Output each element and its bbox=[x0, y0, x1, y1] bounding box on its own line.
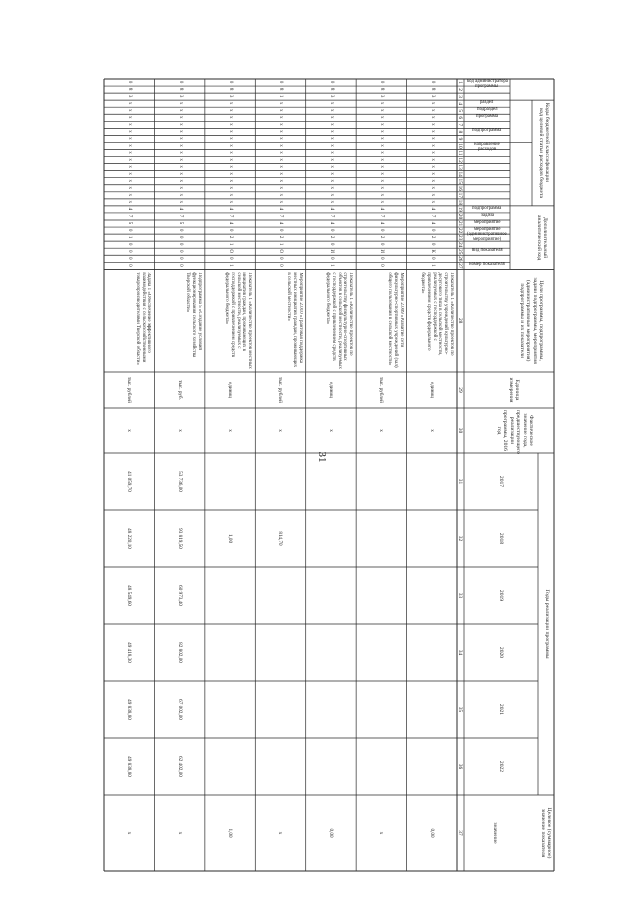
code-digit: х bbox=[429, 200, 435, 204]
row-target: 0,00 bbox=[327, 828, 334, 838]
column-number-30: 30 bbox=[457, 427, 464, 434]
code-digit: х bbox=[278, 144, 284, 147]
code-digit: 0 bbox=[177, 264, 183, 267]
header-goals: Цели программы, подпрограммы, задачи подпрограммы, мероприятия (административные мероприятия) подпрограммы и их показатели bbox=[518, 277, 544, 364]
code-digit: х bbox=[429, 179, 435, 182]
code-digit: х bbox=[177, 172, 183, 175]
row-value-2021: 49 838,80 bbox=[126, 699, 133, 720]
code-digit: 0 bbox=[429, 80, 435, 84]
column-number-36: 36 bbox=[457, 763, 464, 770]
code-digit: х bbox=[379, 193, 385, 197]
column-number-32: 32 bbox=[457, 535, 464, 542]
code-digit: х bbox=[328, 101, 334, 105]
code-digit: х bbox=[228, 186, 234, 190]
code-digit: х bbox=[127, 101, 133, 105]
column-number-6: 6 bbox=[457, 116, 464, 120]
code-digit: 8 bbox=[127, 87, 133, 91]
code-digit: х bbox=[379, 137, 385, 140]
row-unit: тыс. руб. bbox=[176, 380, 183, 400]
code-digit: х bbox=[177, 179, 183, 182]
column-number-19: 19 bbox=[457, 206, 464, 213]
code-digit: х bbox=[379, 101, 385, 105]
header-direction: направление расходов bbox=[474, 142, 500, 153]
code-digit: х bbox=[429, 137, 435, 140]
code-digit: 2 bbox=[228, 235, 234, 239]
code-digit: х bbox=[228, 123, 234, 126]
code-digit: х bbox=[127, 165, 133, 168]
code-digit: 0 bbox=[328, 228, 334, 232]
code-digit: 4 bbox=[127, 207, 133, 211]
column-number-21: 21 bbox=[457, 220, 464, 227]
code-digit: 3 bbox=[177, 94, 183, 98]
code-digit: х bbox=[177, 151, 183, 154]
year-2022: 2022 bbox=[498, 760, 504, 773]
row-unit: единиц bbox=[428, 382, 435, 398]
code-digit: 0 bbox=[278, 257, 284, 260]
code-digit: х bbox=[328, 165, 334, 168]
code-digit: И bbox=[379, 249, 385, 254]
code-digit: х bbox=[127, 186, 133, 190]
code-digit: х bbox=[429, 116, 435, 119]
code-digit: 8 bbox=[429, 87, 435, 91]
code-digit: х bbox=[228, 172, 234, 175]
code-digit: х bbox=[177, 123, 183, 126]
code-digit: х bbox=[278, 130, 284, 133]
row-fact: х bbox=[176, 429, 183, 432]
code-digit: х bbox=[429, 108, 435, 112]
code-digit: х bbox=[429, 151, 435, 154]
header-add-subprogram: подпрограмма bbox=[472, 205, 502, 211]
code-digit: 0 bbox=[177, 249, 183, 253]
header-subprogram: подпрограмма bbox=[472, 128, 502, 134]
code-digit: х bbox=[177, 101, 183, 105]
code-digit: 0 bbox=[127, 228, 133, 232]
header-fact: Фактическое значение года, предшествующего реализации программы, 2016 год bbox=[495, 410, 534, 455]
code-digit: х bbox=[379, 116, 385, 119]
column-number-31: 31 bbox=[457, 478, 464, 485]
code-digit: х bbox=[429, 172, 435, 175]
code-digit: х bbox=[177, 130, 183, 133]
row-description: Мероприятие 2.009 «Развитие сети физкультурно-спортивных учреждений (зал) общего пользования в сельской местности» bbox=[386, 272, 404, 368]
code-digit: 0 bbox=[228, 228, 234, 232]
column-number-34: 34 bbox=[457, 649, 464, 656]
header-budget-codes: Коды бюджетной классификации bbox=[544, 102, 550, 183]
code-digit: 1 bbox=[228, 264, 234, 267]
code-digit: 8 bbox=[228, 87, 234, 91]
code-digit: х bbox=[278, 137, 284, 140]
code-digit: х bbox=[328, 116, 334, 119]
code-digit: х bbox=[127, 116, 133, 119]
row-description: Задача 1 «Обеспечение эффективного взаимодействия с сельскохозяйственными товаропроизводителями Тверской области» bbox=[134, 272, 152, 365]
code-digit: 0 bbox=[328, 80, 334, 84]
year-2021: 2021 bbox=[498, 703, 504, 716]
code-digit: 0 bbox=[379, 264, 385, 267]
code-digit: 2 bbox=[379, 235, 385, 239]
code-digit: 0 bbox=[328, 257, 334, 260]
row-fact: х bbox=[277, 429, 284, 432]
row-description: Показатель 1 «Количество проектов по строительству учреждений культурно-досугового типа в сельской местности, реализуемых с господдержкой с привлечением средств федерального бюджета» bbox=[420, 272, 454, 356]
column-number-12: 12 bbox=[457, 157, 464, 163]
code-digit: 3 bbox=[127, 94, 133, 98]
column-number-37: 37 bbox=[457, 830, 464, 836]
code-digit: 7 bbox=[228, 214, 234, 218]
code-digit: О bbox=[278, 249, 284, 254]
code-digit: х bbox=[328, 144, 334, 147]
row-description: Показатель 1 «Количество проектов по строительству физкультурно-спортивных объектов в сельской местности, реализуемых с господдержкой с привлечением средств федерального бюджета» bbox=[324, 272, 354, 369]
code-digit: х bbox=[328, 172, 334, 175]
code-digit: х bbox=[127, 193, 133, 197]
header-target-title: Целевое (суммарное) значение показателя bbox=[539, 807, 552, 859]
code-digit: 0 bbox=[177, 235, 183, 239]
header-unit: Единица измерения bbox=[507, 377, 520, 403]
code-digit: х bbox=[278, 151, 284, 154]
code-digit: 7 bbox=[278, 214, 284, 218]
code-digit: х bbox=[228, 151, 234, 154]
code-digit: К bbox=[429, 249, 435, 253]
code-digit: х bbox=[228, 108, 234, 112]
code-digit: х bbox=[379, 200, 385, 204]
code-digit: х bbox=[127, 151, 133, 154]
row-value-2020: 49 418,30 bbox=[126, 642, 133, 663]
code-digit: 0 bbox=[177, 80, 183, 84]
code-digit: О bbox=[228, 249, 234, 254]
column-number-18: 18 bbox=[457, 199, 464, 206]
row-target: 1,00 bbox=[227, 828, 234, 838]
code-digit: х bbox=[228, 144, 234, 147]
code-digit: х bbox=[429, 186, 435, 190]
code-digit: 4 bbox=[379, 207, 385, 211]
code-digit: х bbox=[177, 108, 183, 112]
column-number-2: 2 bbox=[457, 88, 464, 91]
header-indicator-type: вид показателя bbox=[471, 248, 503, 254]
code-digit: 0 bbox=[379, 228, 385, 232]
code-digit: х bbox=[379, 186, 385, 190]
code-digit: 7 bbox=[127, 214, 133, 218]
column-number-20: 20 bbox=[457, 213, 464, 220]
code-digit: 2 bbox=[429, 235, 435, 239]
row-value-2022: 49 838,80 bbox=[126, 756, 133, 777]
code-digit: 0 bbox=[429, 242, 435, 246]
code-digit: 7 bbox=[177, 214, 183, 218]
row-fact: х bbox=[428, 429, 435, 432]
code-digit: х bbox=[429, 101, 435, 105]
row-value-2021: 67 002,00 bbox=[176, 699, 183, 720]
code-digit: х bbox=[278, 172, 284, 175]
year-2017: 2017 bbox=[498, 475, 504, 488]
code-digit: х bbox=[429, 158, 435, 161]
header-indicator-num: номер показателя bbox=[469, 262, 505, 268]
code-digit: х bbox=[278, 200, 284, 204]
code-digit: 4 bbox=[429, 207, 435, 211]
code-digit: 8 bbox=[177, 87, 183, 91]
header-admin-code: код администратора программы bbox=[466, 79, 508, 89]
code-digit: 0 bbox=[228, 80, 234, 84]
code-digit: 0 bbox=[379, 80, 385, 84]
code-digit: х bbox=[228, 158, 234, 161]
row-value-2018: 814,70 bbox=[277, 531, 284, 546]
code-digit: х bbox=[127, 108, 133, 112]
code-digit: х bbox=[429, 193, 435, 197]
column-number-8: 8 bbox=[457, 130, 464, 134]
code-digit: 1 bbox=[429, 264, 435, 267]
code-digit: х bbox=[379, 179, 385, 182]
row-fact: х bbox=[227, 429, 234, 432]
row-value-2018: 48 220,10 bbox=[126, 528, 133, 549]
header-task: задача bbox=[480, 212, 494, 218]
code-digit: 3 bbox=[328, 94, 334, 98]
code-digit: 5 bbox=[177, 221, 183, 225]
code-digit: х bbox=[278, 116, 284, 119]
code-digit: 1 bbox=[127, 235, 133, 239]
column-number-13: 13 bbox=[457, 164, 464, 170]
code-digit: х bbox=[127, 172, 133, 175]
column-number-24: 24 bbox=[457, 241, 464, 248]
code-digit: х bbox=[177, 193, 183, 197]
code-digit: 1 bbox=[328, 264, 334, 267]
code-digit: х bbox=[177, 144, 183, 147]
row-fact: х bbox=[126, 429, 133, 432]
header-event: мероприятие bbox=[473, 220, 501, 225]
code-digit: 1 bbox=[228, 242, 234, 246]
column-number-5: 5 bbox=[457, 109, 464, 113]
code-digit: х bbox=[328, 186, 334, 190]
code-digit: 4 bbox=[328, 221, 334, 225]
code-digit: 0 bbox=[278, 228, 284, 232]
budget-table bbox=[100, 75, 560, 875]
code-digit: х bbox=[177, 186, 183, 190]
code-digit: х bbox=[278, 101, 284, 105]
code-digit: х bbox=[177, 137, 183, 140]
code-digit: х bbox=[127, 158, 133, 161]
code-digit: 2 bbox=[328, 235, 334, 239]
code-digit: 0 bbox=[278, 80, 284, 84]
code-digit: 0 bbox=[228, 257, 234, 260]
row-value-2020: 82 802,00 bbox=[176, 642, 183, 663]
code-digit: 4 bbox=[278, 207, 284, 211]
code-digit: 0 bbox=[177, 228, 183, 232]
code-digit: х bbox=[328, 151, 334, 154]
code-digit: 0 bbox=[278, 264, 284, 267]
row-target: х bbox=[176, 831, 183, 835]
header-target-value: значение bbox=[492, 822, 498, 844]
column-number-16: 16 bbox=[457, 185, 464, 191]
column-number-25: 25 bbox=[457, 249, 464, 255]
year-2019: 2019 bbox=[498, 589, 504, 602]
code-digit: х bbox=[228, 101, 234, 105]
code-digit: х bbox=[228, 130, 234, 133]
code-digit: 0 bbox=[127, 257, 133, 260]
row-value-2019: 60 973,40 bbox=[176, 585, 183, 606]
code-digit: 4 bbox=[228, 207, 234, 211]
row-unit: тыс. рублей bbox=[378, 377, 385, 403]
column-number-4: 4 bbox=[457, 102, 464, 106]
row-target: х bbox=[378, 831, 385, 835]
code-digit: х bbox=[278, 165, 284, 168]
code-digit: 8 bbox=[328, 87, 334, 91]
row-target: х bbox=[277, 831, 284, 835]
row-fact: х bbox=[327, 429, 334, 432]
column-number-17: 17 bbox=[457, 192, 464, 199]
code-digit: х bbox=[429, 144, 435, 147]
code-digit: х bbox=[379, 130, 385, 133]
code-digit: 0 bbox=[328, 242, 334, 246]
column-number-23: 23 bbox=[457, 234, 464, 241]
row-target: х bbox=[126, 831, 133, 835]
header-section: раздел bbox=[480, 100, 494, 106]
code-digit: 3 bbox=[429, 94, 435, 98]
code-digit: 7 bbox=[379, 214, 385, 218]
code-digit: 3 bbox=[379, 94, 385, 98]
code-digit: И bbox=[328, 249, 334, 254]
code-digit: х bbox=[127, 130, 133, 133]
column-number-33: 33 bbox=[457, 592, 464, 599]
code-digit: х bbox=[379, 123, 385, 126]
code-digit: 4 bbox=[228, 221, 234, 225]
column-number-28: 28 bbox=[457, 317, 464, 324]
code-digit: х bbox=[379, 172, 385, 175]
code-digit: 4 bbox=[328, 207, 334, 211]
code-digit: х bbox=[379, 158, 385, 161]
code-digit: х bbox=[228, 165, 234, 168]
column-number-22: 22 bbox=[457, 227, 464, 234]
code-digit: х bbox=[228, 137, 234, 140]
code-digit: х bbox=[127, 144, 133, 147]
year-2020: 2020 bbox=[498, 646, 504, 659]
column-number-10: 10 bbox=[457, 143, 464, 149]
column-number-14: 14 bbox=[457, 171, 464, 177]
column-number-11: 11 bbox=[457, 150, 464, 156]
code-digit: 7 bbox=[429, 214, 435, 218]
code-digit: х bbox=[177, 200, 183, 204]
code-digit: х bbox=[379, 108, 385, 112]
code-digit: 0 bbox=[127, 80, 133, 84]
code-digit: х bbox=[127, 179, 133, 182]
code-digit: 5 bbox=[127, 221, 133, 225]
code-digit: х bbox=[278, 108, 284, 112]
year-2018: 2018 bbox=[498, 532, 504, 545]
code-digit: х bbox=[127, 123, 133, 126]
code-digit: х bbox=[429, 165, 435, 168]
column-number-26: 26 bbox=[457, 256, 464, 262]
code-digit: х bbox=[328, 123, 334, 126]
code-digit: х bbox=[127, 200, 133, 204]
row-description: Подпрограмма 5 «Создание условий функционирования сельского хозяйства Тверской области» bbox=[185, 272, 202, 358]
header-program: программа bbox=[475, 114, 499, 120]
row-value-2018: 93 819,50 bbox=[176, 528, 183, 549]
code-digit: х bbox=[429, 130, 435, 133]
row-fact: х bbox=[378, 429, 385, 432]
code-digit: х bbox=[228, 200, 234, 204]
row-value-2018: 1,00 bbox=[227, 533, 234, 544]
code-digit: 0 bbox=[127, 242, 133, 246]
row-value-2017: 53 736,00 bbox=[176, 471, 183, 492]
code-digit: х bbox=[379, 151, 385, 154]
code-digit: 1 bbox=[278, 94, 284, 98]
code-digit: х bbox=[328, 130, 334, 133]
row-description: Показатель 1 «Количество проектов местных инициатив граждан, проживающих в сельской местности, реализуемых с господдержкой с привлечением средств федерального бюджета» bbox=[224, 272, 253, 369]
column-number-27: 27 bbox=[457, 263, 464, 269]
row-value-2022: 62 402,00 bbox=[176, 756, 183, 777]
code-digit: 4 bbox=[379, 221, 385, 225]
column-number-3: 3 bbox=[457, 95, 464, 98]
header-expense-code: код целевой статьи расходов бюджета bbox=[538, 108, 544, 199]
header-subsection: подраздел bbox=[476, 107, 498, 113]
row-description: Мероприятие 2.010 «Грантовая поддержка местных инициатив граждан, проживающих в сельской местности» bbox=[286, 272, 303, 368]
code-digit: 1 bbox=[278, 242, 284, 246]
code-digit: х bbox=[228, 193, 234, 197]
code-digit: х bbox=[328, 200, 334, 204]
column-number-7: 7 bbox=[457, 123, 464, 127]
code-digit: х bbox=[177, 158, 183, 161]
code-digit: х bbox=[177, 165, 183, 168]
code-digit: 3 bbox=[228, 94, 234, 98]
code-digit: х bbox=[328, 158, 334, 161]
code-digit: 7 bbox=[328, 214, 334, 218]
row-value-2019: 48 549,60 bbox=[126, 585, 133, 606]
column-number-29: 29 bbox=[457, 387, 464, 393]
column-number-1: 1 bbox=[457, 81, 464, 84]
code-digit: 0 bbox=[429, 257, 435, 260]
code-digit: х bbox=[278, 186, 284, 190]
code-digit: х bbox=[278, 158, 284, 161]
code-digit: х bbox=[328, 137, 334, 140]
code-digit: 0 bbox=[177, 242, 183, 246]
code-digit: 0 bbox=[127, 249, 133, 253]
code-digit: 4 bbox=[278, 221, 284, 225]
code-digit: 2 bbox=[278, 235, 284, 239]
code-digit: 0 bbox=[379, 242, 385, 246]
code-digit: х bbox=[328, 179, 334, 182]
code-digit: 0 bbox=[177, 257, 183, 260]
code-digit: 4 bbox=[177, 207, 183, 211]
code-digit: х bbox=[379, 144, 385, 147]
header-add-code: Дополнительный аналитический код bbox=[535, 215, 548, 261]
code-digit: х bbox=[328, 193, 334, 197]
row-unit: единиц bbox=[227, 382, 234, 398]
row-target: 0,00 bbox=[428, 828, 435, 838]
code-digit: х bbox=[127, 137, 133, 140]
code-digit: х bbox=[278, 179, 284, 182]
code-digit: х bbox=[278, 193, 284, 197]
page-number: 31 bbox=[316, 451, 328, 463]
header-event-type: мероприятие (административное мероприятие) bbox=[467, 227, 507, 243]
column-number-9: 9 bbox=[457, 137, 464, 141]
code-digit: х bbox=[429, 123, 435, 126]
row-value-2017: 41 059,70 bbox=[126, 471, 133, 492]
code-digit: х bbox=[177, 116, 183, 119]
row-unit: тыс. рублей bbox=[126, 377, 133, 403]
code-digit: х bbox=[379, 165, 385, 168]
code-digit: х bbox=[228, 116, 234, 119]
code-digit: 0 bbox=[127, 264, 133, 267]
code-digit: 0 bbox=[379, 257, 385, 260]
header-years-title: Годы реализации программы bbox=[544, 589, 550, 659]
code-digit: 8 bbox=[379, 87, 385, 91]
code-digit: х bbox=[278, 123, 284, 126]
column-number-35: 35 bbox=[457, 706, 464, 713]
code-digit: 8 bbox=[278, 87, 284, 91]
code-digit: х bbox=[228, 179, 234, 182]
column-number-15: 15 bbox=[457, 178, 464, 184]
code-digit: х bbox=[328, 108, 334, 112]
row-unit: тыс. рублей bbox=[277, 377, 284, 403]
code-digit: 0 bbox=[429, 228, 435, 232]
row-unit: единиц bbox=[327, 382, 334, 398]
code-digit: 4 bbox=[429, 221, 435, 225]
